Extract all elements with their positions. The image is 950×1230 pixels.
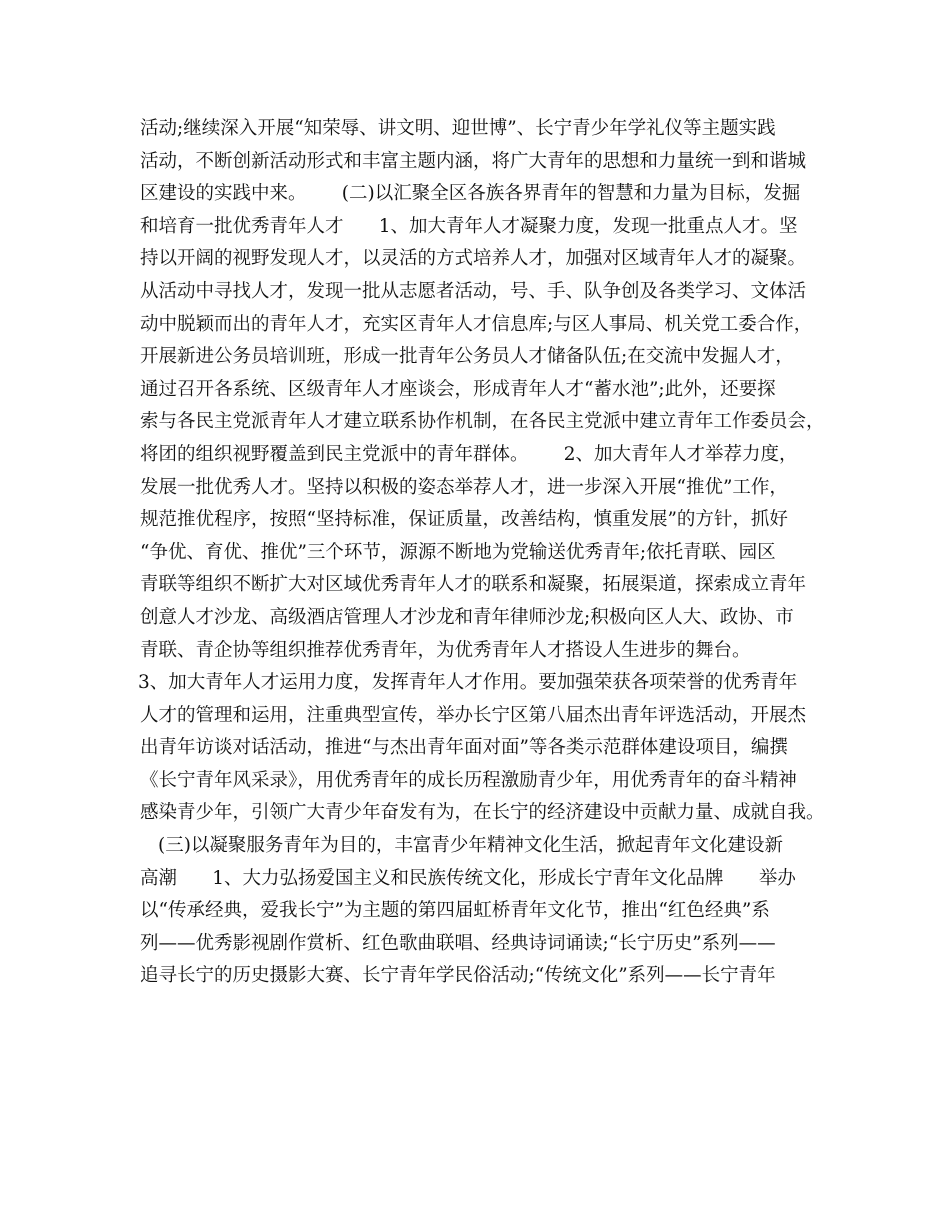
text-line: 青联等组织不断扩大对区域优秀青年人才的联系和凝聚，拓展渠道，探索成立青年 (140, 574, 807, 596)
text-line: 创意人才沙龙、高级酒店管理人才沙龙和青年律师沙龙;积极向区人大、政协、市 (140, 606, 794, 628)
text-line: 追寻长宁的历史摄影大赛、长宁青年学民俗活动;“传统文化”系列——长宁青年 (140, 965, 776, 987)
text-line: 《长宁青年风采录》，用优秀青年的成长历程激励青少年，用优秀青年的奋斗精神 (140, 769, 797, 791)
text-line: 索与各民主党派青年人才建立联系协作机制，在各民主党派中建立青年工作委员会， (140, 411, 825, 433)
text-line: 感染青少年，引领广大青少年奋发有为，在长宁的经济建设中贡献力量、成就自我。 (140, 802, 825, 824)
text-line: 开展新进公务员培训班，形成一批青年公务员人才储备队伍;在交流中发掘人才， (140, 346, 794, 368)
text-line: 人才的管理和运用，注重典型宣传，举办长宁区第八届杰出青年评选活动，开展杰 (140, 704, 807, 726)
text-line: 区建设的实践中来。 (二)以汇聚全区各族各界青年的智慧和力量为目标，发掘 (140, 183, 801, 205)
text-line: 发展一批优秀人才。坚持以积极的姿态举荐人才，进一步深入开展“推优”工作， (140, 476, 788, 498)
text-line: 通过召开各系统、区级青年人才座谈会，形成青年人才“蓄水池”;此外，还要探 (140, 378, 776, 400)
text-line: 列——优秀影视剧作赏析、红色歌曲联唱、经典诗词诵读;“长宁历史”系列—— (140, 932, 776, 954)
text-line: 高潮 1、大力弘扬爱国主义和民族传统文化，形成长宁青年文化品牌 举办 (140, 867, 796, 889)
text-line: 持以开阔的视野发现人才，以灵活的方式培养人才，加强对区域青年人才的凝聚。 (140, 248, 807, 270)
text-line: 动中脱颖而出的青年人才，充实区青年人才信息库;与区人事局、机关党工委合作， (140, 313, 813, 335)
text-line: 出青年访谈对话活动，推进“与杰出青年面对面”等各类示范群体建设项目，编撰 (140, 737, 788, 759)
text-line: 规范推优程序，按照“坚持标准，保证质量，改善结构，慎重发展”的方针，抓好 (140, 509, 788, 531)
text-line: 活动，不断创新活动形式和丰富主题内涵，将广大青年的思想和力量统一到和谐城 (140, 150, 807, 172)
body-text (140, 113, 830, 993)
text-line: 将团的组织视野覆盖到民主党派中的青年群体。 2、加大青年人才举荐力度， (140, 443, 798, 465)
text-line: 以“传承经典，爱我长宁”为主题的第四届虹桥青年文化节，推出“红色经典”系 (140, 900, 770, 922)
section-heading-line: (三)以凝聚服务青年为目的，丰富青少年精神文化生活，掀起青年文化建设新 (158, 835, 783, 857)
text-line: 和培育一批优秀青年人才 1、加大青年人才凝聚力度，发现一批重点人才。坚 (140, 215, 798, 237)
text-line: 活动;继续深入开展“知荣辱、讲文明、迎世博”、长宁青少年学礼仪等主题实践 (140, 118, 776, 139)
text-line: “争优、育优、推优”三个环节，源源不断地为党输送优秀青年;依托青联、园区 (140, 541, 776, 563)
text-line: 从活动中寻找人才，发现一批从志愿者活动，号、手、队争创及各类学习、文体活 (140, 280, 807, 302)
text-line: 3、加大青年人才运用力度，发挥青年人才作用。要加强荣获各项荣誉的优秀青年 (138, 672, 798, 694)
text-line: 青联、青企协等组织推荐优秀青年，为优秀青年人才搭设人生进步的舞台。 (140, 639, 751, 661)
